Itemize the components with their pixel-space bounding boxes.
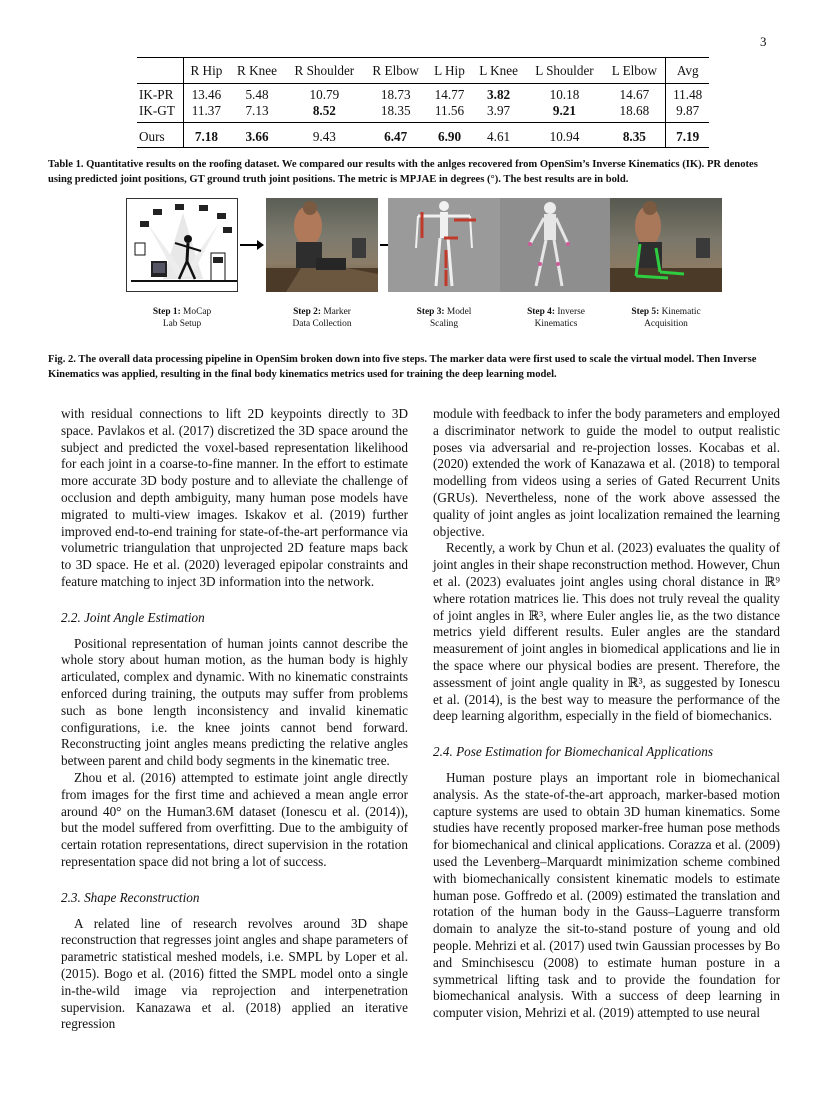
section-heading: 2.3. Shape Reconstruction	[61, 889, 200, 905]
paragraph: module with feedback to infer the body parameters and employed a discriminator network to guide the model to output realistic poses via adversarial and re-projection losses. Kocabas et al. (2020) extended the work of Kanazawa et al. (2018) to temporal modelling from videos using a series of Gated Recurrent Units (GRUs). Nevertheless, none of the work above assessed the quality of joint angles as joint localization remained the learning objective.	[433, 406, 780, 539]
table-cell: 18.35	[364, 103, 427, 123]
table-cell-best: 8.35	[603, 123, 666, 148]
table-cell: 9.43	[285, 123, 364, 148]
table-row	[137, 103, 709, 123]
table-cell: 10.94	[526, 123, 604, 148]
table-cell: Ours	[137, 123, 183, 148]
figure-caption: Fig. 2. The overall data processing pipeline in OpenSim broken down into five steps. The marker data were first used to scale the virtual model. Then Inverse Kinematics was applied, resulting in the final body kinematics metrics used for training the deep learning model.	[48, 354, 757, 380]
step-2-label: Step 2: Marker Data Collection	[292, 307, 352, 329]
paragraph: with residual connections to lift 2D keypoints directly to 3D space. Pavlakos et al. (2017) discretized the 3D space around the subject and predicted the voxel-based representation likelihood for each joint in a coarse-to-fine manner. In the effort to estimate more accurate 3D body posture and to alleviate the challenge of occlusion and depth ambiguity, many human pose models have migrated to multi-view images. Iskakov et al. (2019) further improved end-to-end training for state-of-the-art performance via volumetric triangulation that unprojected 2D feature maps back to 3D space. He et al. (2020) leveraged epipolar constraints and feature matching to inject 3D information into the network.	[61, 406, 408, 589]
table-cell: 3.97	[472, 103, 526, 123]
table-header-cell: L Knee	[472, 58, 526, 84]
paragraph: Zhou et al. (2016) attempted to estimate joint angle directly from images for the first time and achieved a mean angle error around 40° on the Human3.6M dataset (Ionescu et al. (2014)), but the model suffered from overfitting. Due to the ambiguity of certain rotation representations, direct supervision in the rotation representation space did not bring a lot of success.	[61, 769, 408, 869]
table-header-cell: L Shoulder	[526, 58, 604, 84]
table-header-cell: L Elbow	[603, 58, 666, 84]
step-4-label: Step 4: Inverse Kinematics	[527, 307, 585, 329]
table-cell: 9.87	[666, 103, 709, 123]
table-cell: 7.13	[229, 103, 284, 123]
step-1-label: Step 1: MoCap Lab Setup	[152, 307, 212, 329]
table-cell: 11.56	[427, 103, 471, 123]
table-cell: 11.48	[673, 87, 703, 102]
table-cell-best: 6.90	[427, 123, 471, 148]
kneeling-worker-overlay-photo	[610, 198, 722, 292]
mocap-lab-setup-image	[126, 198, 238, 292]
page-number: 3	[760, 34, 767, 49]
right-column	[433, 406, 780, 1022]
table-header-cell: R Shoulder	[285, 58, 364, 84]
table-row	[137, 84, 709, 104]
paragraph: A related line of research revolves around 3D shape reconstruction that regresses joint angles and shape parameters of parametric statistical meshed models, i.e. SMPL by Loper et al. (2015). Bogo et al. (2016) fitted the SMPL model onto a single in-the-wild image via reprojection and interpenetration supervision. Kanazawa et al. (2018) applied an iterative regression	[61, 915, 408, 1032]
table-cell: 5.48	[245, 87, 269, 102]
step-4	[500, 198, 612, 330]
table-header-cell: R Knee	[229, 58, 284, 84]
skeleton-ik-illustration	[500, 198, 612, 292]
table-header-cell: L Hip	[427, 58, 471, 84]
table-cell-best: 3.66	[229, 123, 284, 148]
table-cell-best: 7.18	[183, 123, 229, 148]
table-cell: 14.67	[603, 84, 666, 104]
marker-data-collection-image	[266, 198, 378, 292]
model-scaling-image	[388, 198, 500, 292]
table-header-row	[137, 58, 709, 84]
table-header-cell: R Elbow	[364, 58, 427, 84]
table-cell: 11.37	[183, 103, 229, 123]
table-cell: 4.61	[472, 123, 526, 148]
paragraph: Human posture plays an important role in biomechanical analysis. As the state-of-the-art approach, marker-based motion capture systems are used to obtain 3D human kinematics. Some studies have recently proposed marker-free human pose methods for biomechanical and clinical applications. Corazza et al. (2009) used the Levenberg–Marquardt minimization scheme combined with biomechanically consistent kinematic models to estimate human pose. Goffredo et al. (2009) estimated the translation and rotation of the human body in the Gauss–Laguerre transform domain to analyze the sit-to-stand posture of young and old people. Mehrizi et al. (2017) used twin Gaussian processes by Bo and Sminchisescu (2008) to estimate human posture in a symmetrical lifting task and to provide the foundation for biomechanical analysis. With a success of deep learning in computer vision, Mehrizi et al. (2019) attempted to use neural	[433, 769, 780, 1021]
left-column	[61, 406, 408, 1033]
table-cell-best: 8.52	[285, 103, 364, 123]
table-cell: 18.73	[380, 87, 411, 102]
kneeling-worker-photo	[266, 198, 378, 292]
step-3	[388, 198, 500, 330]
table-cell: 18.68	[603, 103, 666, 123]
mocap-illustration	[127, 199, 238, 292]
table-header-cell: Avg	[666, 58, 709, 84]
table-cell-best: 7.19	[666, 123, 709, 148]
section-heading: 2.4. Pose Estimation for Biomechanical Applications	[433, 744, 713, 760]
table-cell-best: 3.82	[487, 87, 511, 102]
table-cell: 13.46	[191, 87, 222, 102]
table-cell: 10.18	[549, 87, 580, 102]
skeleton-scaling-illustration	[388, 198, 500, 292]
step-1	[126, 198, 238, 330]
table-cell-best: 6.47	[364, 123, 427, 148]
step-2	[266, 198, 378, 330]
table-cell: IK-PR	[137, 84, 183, 104]
table-row	[137, 123, 709, 148]
step-5	[610, 198, 722, 330]
pipeline-figure	[120, 198, 710, 336]
paragraph: Recently, a work by Chun et al. (2023) evaluates the quality of joint angles in their shape reconstruction method. However, Chun et al. (2023) evaluates joint angles using choral distance in ℝ⁹ where rotation matrices lie. This does not truly reveal the quality of joint angles in ℝ³, where Euler angles lie, as the two distance metrics yield different results. Euler angles are the standard measurement of joint angles in biomedical applications and lie in the space where our physical bodies are present. Therefore, the assessment of joint angle quality in ℝ³, as suggested by Ionescu et al. (2014), is the best way to measure the performance of the deep learning algorithm, especially in the field of biomechanics.	[433, 540, 780, 724]
step-3-label: Step 3: Model Scaling	[416, 307, 472, 329]
arrow-icon	[240, 244, 262, 246]
inverse-kinematics-image	[500, 198, 612, 292]
table-cell-best: 9.21	[526, 103, 604, 123]
kinematic-acquisition-image	[610, 198, 722, 292]
table-cell: 14.77	[434, 87, 465, 102]
section-heading: 2.2. Joint Angle Estimation	[61, 609, 205, 625]
table-cell: IK-GT	[137, 103, 183, 123]
results-table	[137, 57, 709, 148]
step-5-label: Step 5: Kinematic Acquisition	[631, 307, 701, 329]
table-header-cell	[137, 58, 183, 84]
table-header-cell: R Hip	[183, 58, 229, 84]
table-caption: Table 1. Quantitative results on the roofing dataset. We compared our results with the anlges recovered from OpenSim’s Inverse Kinematics (IK). PR denotes using predicted joint positions, GT ground truth joint positions. The metric is MPJAE in degrees (°). The best results are in bold.	[48, 159, 758, 185]
paragraph: Positional representation of human joints cannot describe the whole story about human motion, as the human body is highly articulated, complex and dynamic. With no kinematic constraints enforced during training, the outputs may suffer from problems such as bone length inconsistency and invalid kinematic configurations, i.e. the knee joints cannot bend forward. Reconstructing joint angles means predicting the relative angles between parent and child body segments in the kinematic tree.	[61, 635, 408, 769]
table-cell: 10.79	[309, 87, 340, 102]
